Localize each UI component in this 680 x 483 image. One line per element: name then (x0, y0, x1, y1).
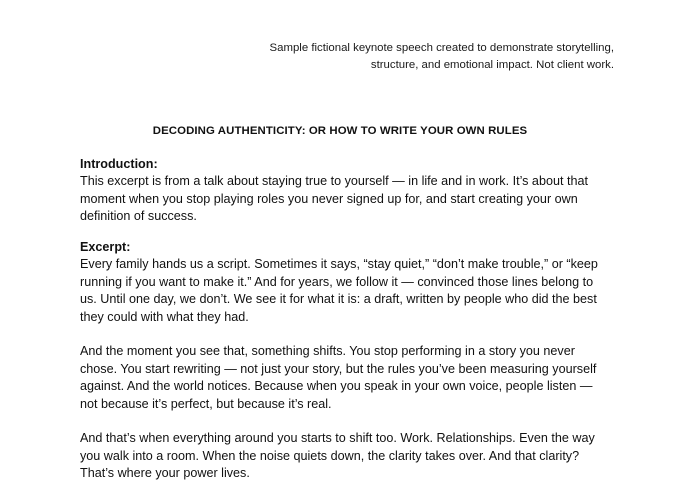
document-title: DECODING AUTHENTICITY: OR HOW TO WRITE YOUR OWN RULES (152, 125, 528, 137)
excerpt-heading: Excerpt: (80, 240, 131, 254)
disclaimer-line-2: structure, and emotional impact. Not client work. (370, 58, 614, 71)
excerpt-section (80, 239, 610, 483)
introduction-section (80, 156, 610, 226)
excerpt-paragraph-3: And that’s when everything around you starts to shift too. Work. Relationships. Even the way you walk into a room. When the noise quiets down, the clarity takes over. And that clarity? That’s where your power lives. (80, 431, 595, 481)
excerpt-paragraph-1: Every family hands us a script. Sometimes it says, “stay quiet,” “don’t make trouble,” or “keep running if you want to make it.” And for years, we follow it — convinced those lines belong to us. Until one day, we don’t. We see it for what it is: a draft, written by people who did the best they could with what they had. (80, 257, 598, 324)
disclaimer-note (194, 40, 614, 73)
excerpt-paragraph-2: And the moment you see that, something shifts. You stop performing in a story you never chose. You start rewriting — not just your story, but the rules you’ve been measuring yourself against. And the world notices. Because when you speak in your own voice, people listen — not because it’s perfect, but because it’s real. (80, 344, 597, 411)
introduction-heading: Introduction: (80, 157, 158, 171)
paragraph-spacer (80, 413, 610, 430)
introduction-text: This excerpt is from a talk about staying true to yourself — in life and in work. It’s about that moment when you stop playing roles you never signed up for, and start creating your own definition of success. (80, 174, 588, 224)
paragraph-spacer (80, 326, 610, 343)
disclaimer-line-1: Sample fictional keynote speech created to demonstrate storytelling, (269, 42, 614, 54)
